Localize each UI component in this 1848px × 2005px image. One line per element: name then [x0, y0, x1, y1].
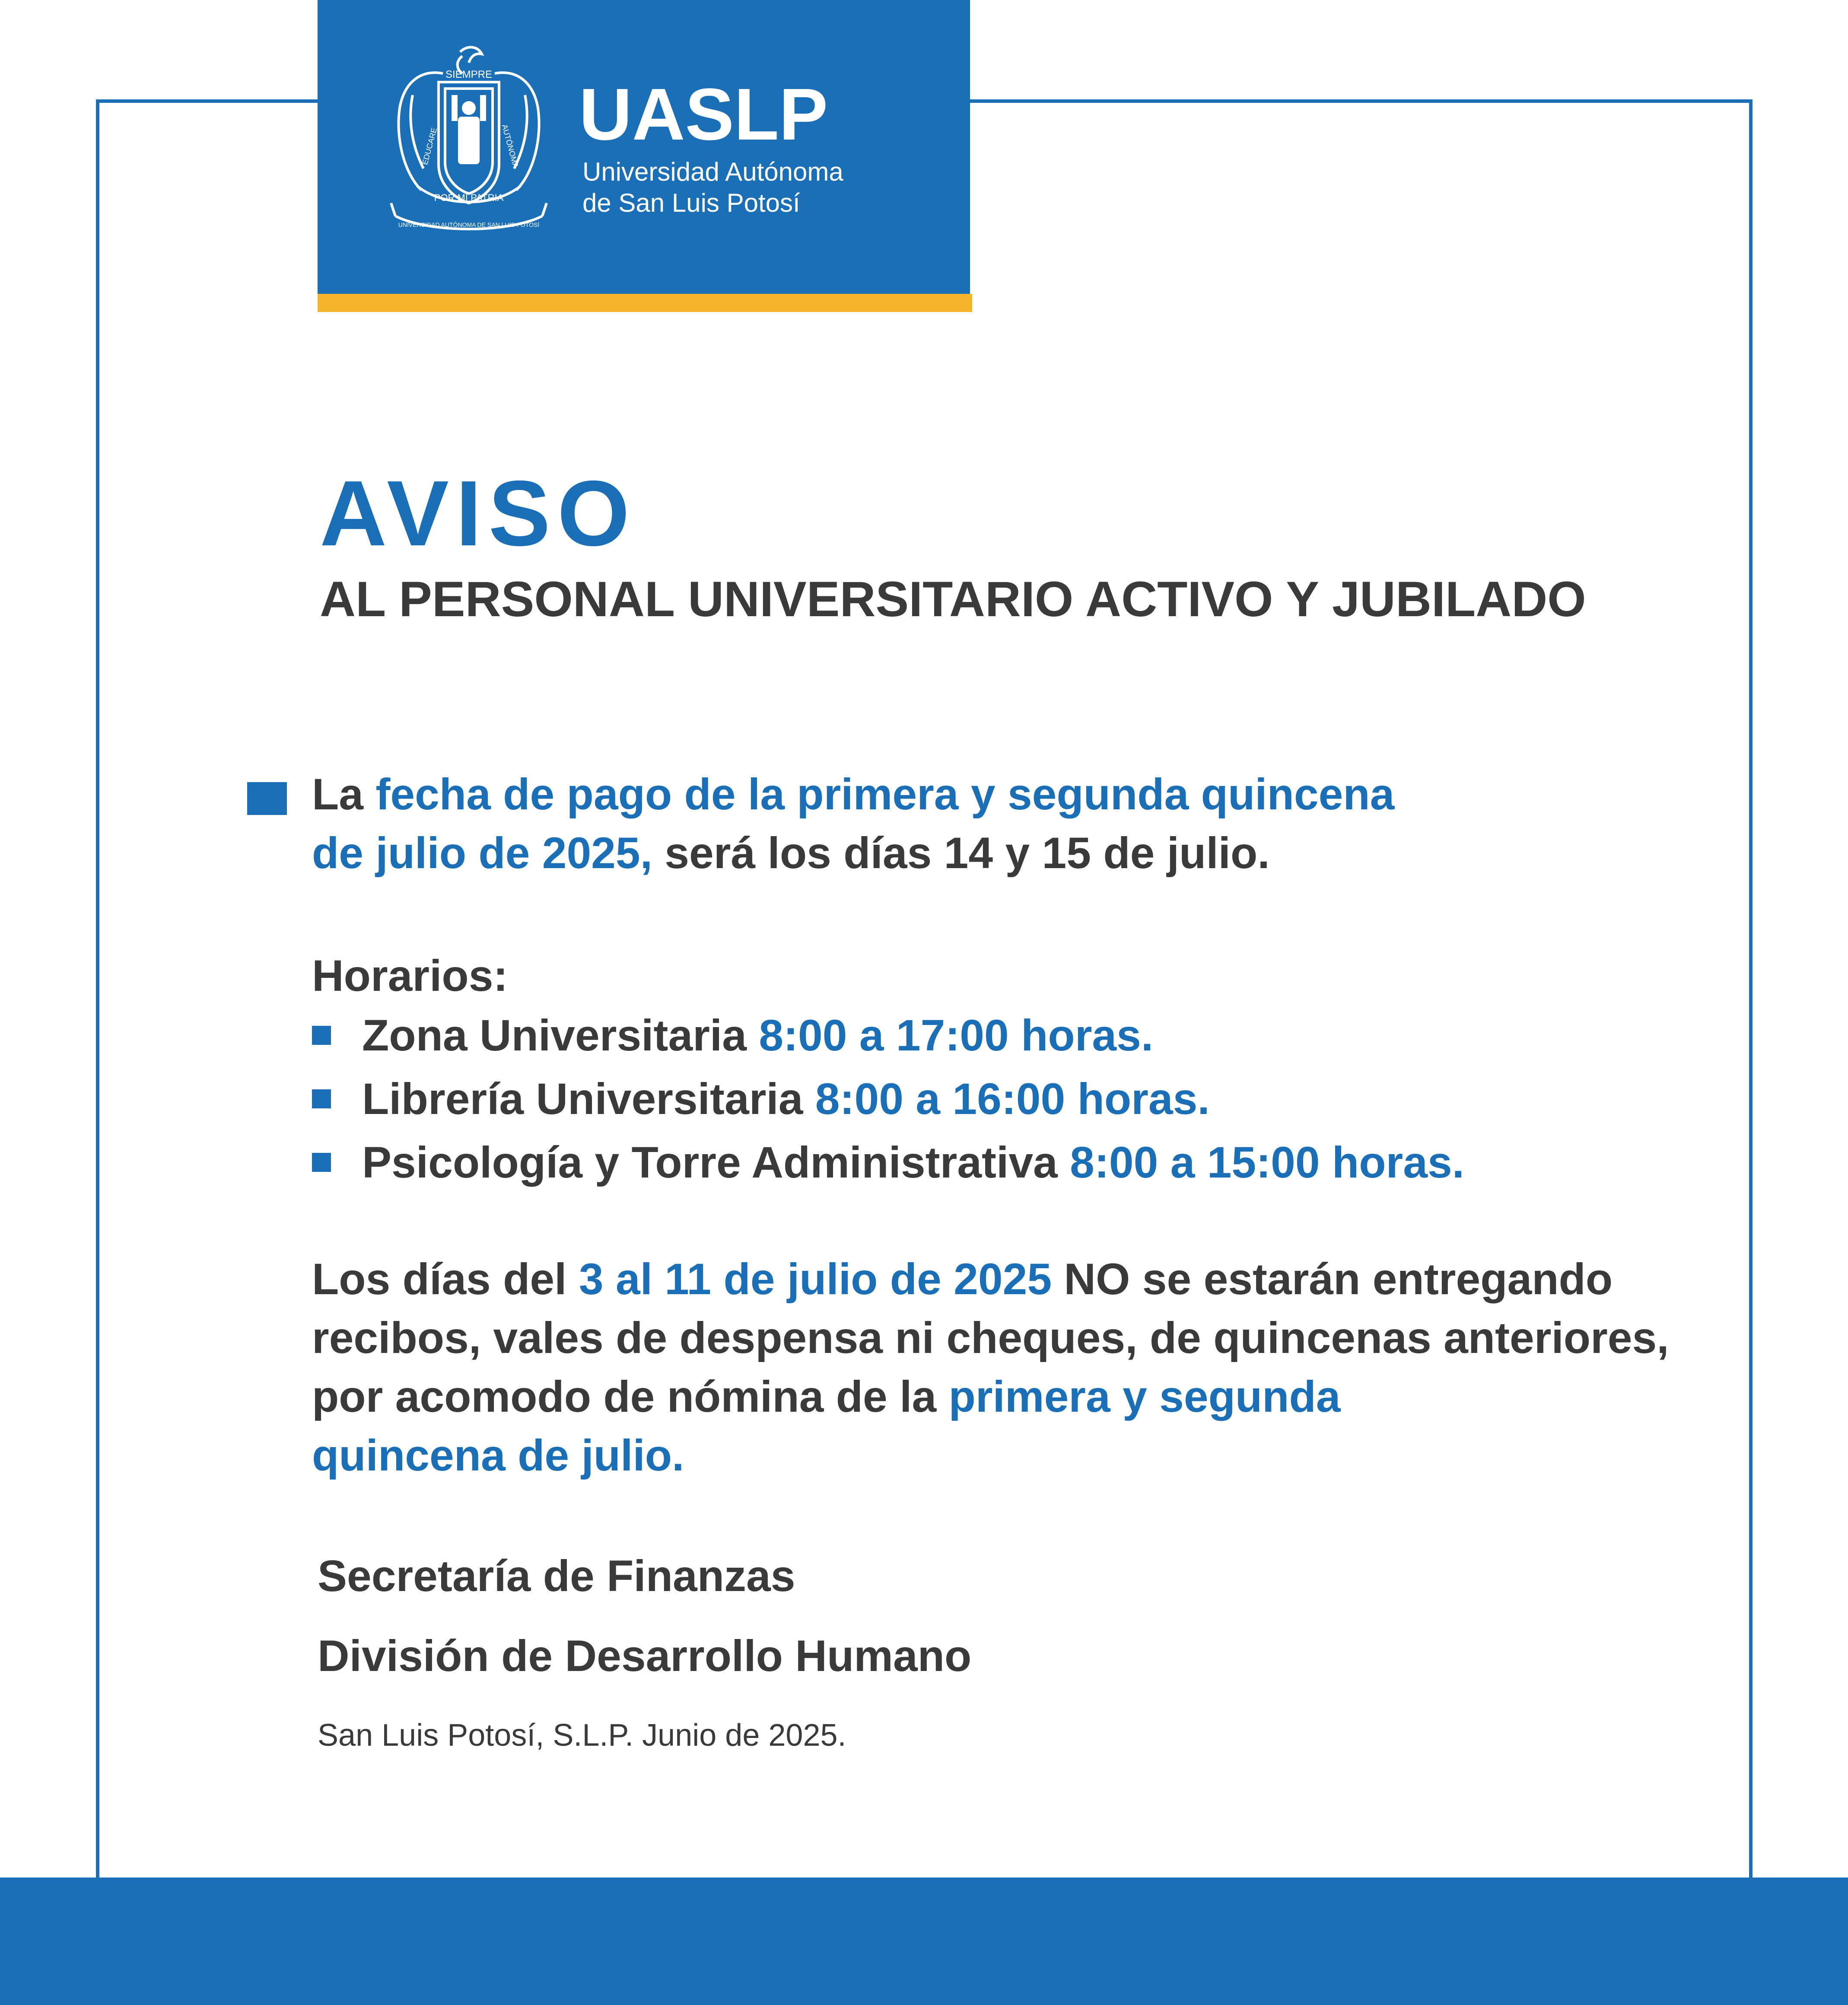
schedule-place: Psicología y Torre Administrativa [362, 1138, 1070, 1187]
payment-line-1 [312, 765, 1394, 824]
notice-paragraph [312, 1250, 1669, 1485]
seal-text-left: EDUCARE [420, 127, 439, 166]
notice-highlight-1: 3 al 11 de julio de 2025 [579, 1254, 1052, 1304]
notice-line-2: recibos, vales de despensa ni cheques, de quincenas anteriores, [312, 1313, 1669, 1362]
schedule-item [312, 1133, 1464, 1192]
brand-acronym: UASLP [579, 73, 828, 156]
university-seal-logo [387, 43, 551, 238]
header-accent-stripe [318, 294, 972, 312]
signature-block [318, 1536, 971, 1696]
notice-subtitle: AL PERSONAL UNIVERSITARIO ACTIVO Y JUBILADO [320, 572, 1586, 627]
schedule-hours: 8:00 a 17:00 horas. [759, 1011, 1154, 1060]
brand-name [582, 156, 843, 219]
notice-line-3 [312, 1367, 1669, 1426]
schedule-item [312, 1069, 1210, 1128]
seal-text-right: AUTÓNOMA [500, 123, 520, 169]
place-date: San Luis Potosí, S.L.P. Junio de 2025. [318, 1718, 846, 1753]
schedule-place: Librería Universitaria [362, 1074, 815, 1123]
seal-text-ribbon: UNIVERSIDAD AUTÓNOMA DE SAN LUIS POTOSÍ [398, 221, 540, 228]
payment-line-2 [312, 824, 1394, 882]
notice-text-2: NO se estarán entregando [1052, 1254, 1613, 1304]
schedule-hours: 8:00 a 15:00 horas. [1070, 1138, 1465, 1187]
footer-bar [0, 1878, 1848, 2005]
signature-line-1: Secretaría de Finanzas [318, 1551, 795, 1601]
brand-name-line2: de San Luis Potosí [582, 188, 800, 217]
schedule-item [312, 1006, 1153, 1065]
notice-title: AVISO [320, 461, 637, 565]
payment-text-2: será los días 14 y 15 de julio. [652, 828, 1270, 878]
payment-highlight-2: de julio de 2025, [312, 828, 652, 878]
schedule-heading: Horarios: [312, 951, 508, 1000]
schedule-hours: 8:00 a 16:00 horas. [815, 1074, 1210, 1123]
bullet-square-icon [312, 1089, 331, 1108]
payment-text-1: La [312, 770, 376, 819]
notice-line-1 [312, 1250, 1669, 1308]
bullet-square-icon [312, 1153, 331, 1172]
payment-highlight-1: fecha de pago de la primera y segunda quincena [375, 770, 1395, 819]
signature-line-2: División de Desarrollo Humano [318, 1631, 972, 1680]
schedule-place: Zona Universitaria [362, 1011, 759, 1060]
notice-line-4: quincena de julio. [312, 1431, 684, 1480]
main-bullet-marker [247, 782, 287, 815]
brand-name-line1: Universidad Autónoma [582, 157, 843, 186]
seal-text-top: SIEMPRE [445, 69, 493, 80]
seal-text-motto: POR MI PATRIA [434, 192, 504, 203]
notice-text-3: por acomodo de nómina de la [312, 1372, 949, 1421]
bullet-square-icon [312, 1026, 331, 1045]
notice-text-1: Los días del [312, 1254, 579, 1304]
payment-date-paragraph [312, 765, 1394, 882]
notice-highlight-2: primera y segunda [948, 1372, 1341, 1421]
